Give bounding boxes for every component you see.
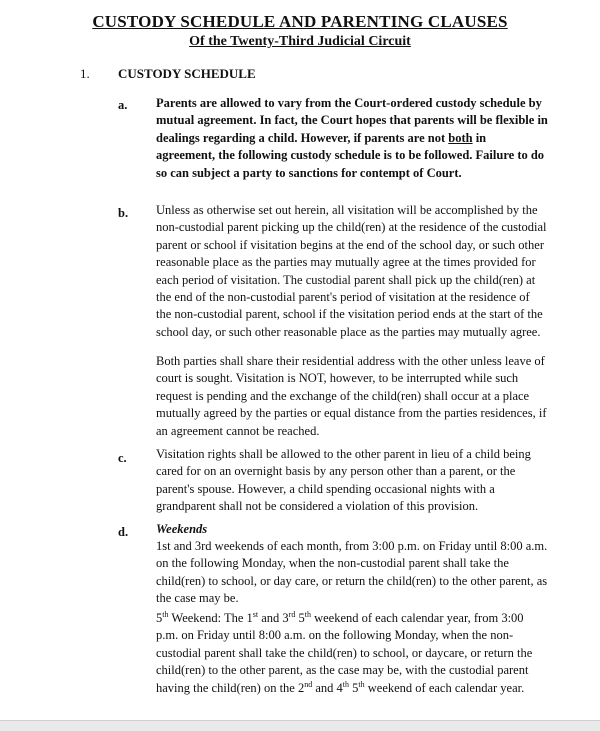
item-d-label: d. — [118, 525, 129, 539]
item-b-paragraph-1: Unless as otherwise set out herein, all visitation will be accomplished by the non-custodial parent picking up the child(ren) at the residence of the custodial parent or school if visitation begins at the end of the school day, or such other reasonable place as the parties may mutually agree at the times provided for each period of visitation. The custodial parent shall pick up the child(ren) at the end of the non-custodial parent's period of visitation at the residence of the non-custodial parent, school if the visitation period ends at the start of the school day, or such other reasonable place as the parties may mutually agree. — [156, 203, 547, 339]
document-title: CUSTODY SCHEDULE AND PARENTING CLAUSES — [92, 12, 508, 31]
item-d-heading: Weekends — [156, 522, 208, 536]
item-d-paragraph-1: 1st and 3rd weekends of each month, from 3:00 p.m. on Friday until 8:00 a.m. on the following Monday, when the non-custodial parent shall take the child(ren) to school, or day care, or return the child(ren) to the other parent, as the case may be. — [156, 539, 548, 606]
item-b-label: b. — [118, 206, 129, 220]
item-a-label: a. — [118, 98, 128, 112]
emphasis-both: both — [448, 130, 473, 145]
item-b-paragraph-2: Both parties shall share their residential address with the other unless leave of court is sought. Visitation is NOT, however, to be interrupted while such request is pending and the exchange of the child(ren) shall occur at a place mutually agreed by the parties or equal distance from the parties residences, if an agreement cannot be reached. — [156, 354, 547, 438]
item-d-paragraph-2: 5th Weekend: The 1st and 3rd 5th weekend of each calendar year, from 3:00 p.m. on Friday until 8:00 a.m. on the following Monday, when the non-custodial parent shall take the child(ren) to school, or daycare, or return the child(ren) to the other parent, as the case may be, with the custodial parent having the child(ren) on the 2nd and 4th 5th weekend of each calendar year. — [156, 609, 533, 695]
section-heading: CUSTODY SCHEDULE — [118, 66, 256, 81]
document-subtitle: Of the Twenty-Third Judicial Circuit — [189, 34, 411, 49]
item-a-paragraph: Parents are allowed to vary from the Court-ordered custody schedule by mutual agreement. In fact, the Court hopes that parents will be flexible in dealings regarding a child. However, if parents are not both in agreement, the following custody schedule is to be followed. Failure to do so can subject a party to sanctions for contempt of Court. — [156, 96, 548, 180]
page-bottom-edge — [0, 720, 600, 731]
item-c-paragraph: Visitation rights shall be allowed to the other parent in lieu of a child being cared for on an overnight basis by any person other than a parent, or the parent's spouse. However, a child spending occasional nights with a grandparent shall not be considered a violation of this provision. — [156, 447, 531, 514]
section-number: 1. — [80, 66, 90, 81]
item-c-label: c. — [118, 451, 127, 465]
